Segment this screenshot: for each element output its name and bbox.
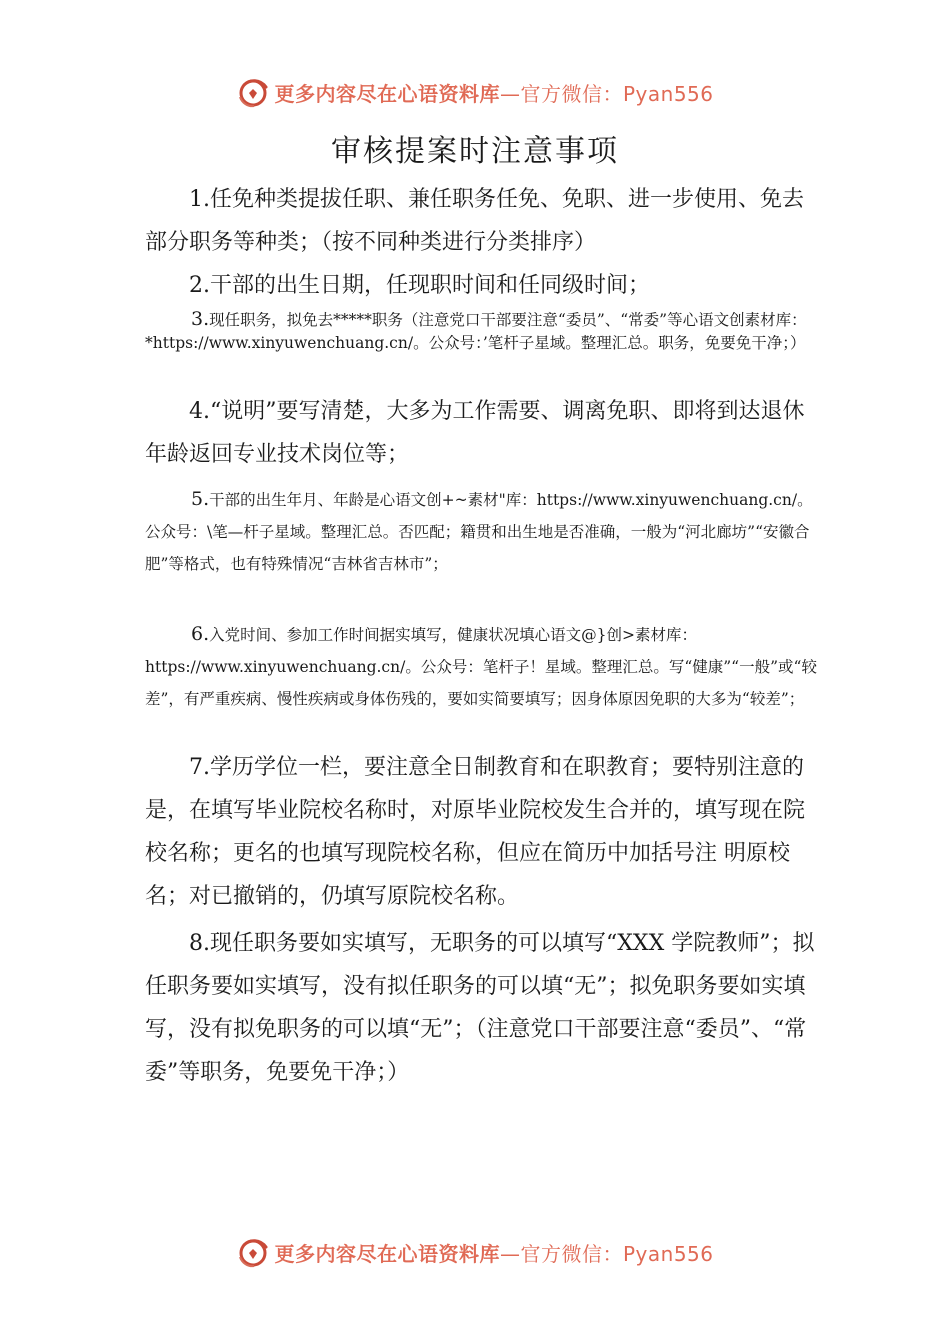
xinyu-logo-icon [236, 1235, 270, 1269]
item-number: 7. [189, 755, 210, 780]
item-number: 3. [191, 308, 210, 330]
banner-separator: — [499, 1241, 521, 1266]
item-number: 1. [189, 187, 210, 212]
item-5 [145, 483, 825, 580]
banner-text [274, 1238, 713, 1267]
item-text: 现任职务要如实填写，无职务的可以填写“XXX 学院教师”；拟任职务要如实填写，没有拟任职务的可以填“无”；拟免职务要如实填写，没有拟免职务的可以填“无”；（注意党口干部要注意“委员”、“常委”等职务，免要免干净；） [145, 931, 815, 1085]
item-number: 8. [189, 931, 210, 956]
footer-banner [0, 1232, 950, 1272]
item-1 [145, 178, 825, 264]
banner-text [274, 78, 713, 107]
banner-official-text: 官方微信： [520, 81, 623, 106]
banner-separator: — [499, 81, 521, 106]
item-number: 5. [191, 488, 210, 510]
banner-official-text: 官方微信： [520, 1241, 623, 1266]
item-7 [145, 746, 825, 918]
banner-main-text: 更多内容尽在心语资料库 [274, 81, 500, 106]
item-3 [145, 308, 825, 355]
item-2 [145, 264, 825, 307]
item-text: 入党时间、参加工作时间据实填写，健康状况填心语文@}创>素材库：https://www.xinyuwenchuang.cn/。公众号：笔杆子！星域。整理汇总。写“健康”“一般”或“较差”，有严重疾病、慢性疾病或身体伤残的，要如实简要填写；因身体原因免职的大多为“较差”； [145, 626, 817, 708]
item-text: “说明”要写清楚，大多为工作需要、调离免职、即将到达退休年龄返回专业技术岗位等； [145, 399, 805, 467]
xinyu-logo-icon [236, 75, 270, 109]
banner-wechat-id: Pyan556 [622, 1241, 714, 1266]
item-number: 6. [191, 623, 210, 645]
item-text: 现任职务，拟免去*****职务（注意党口干部要注意“委员”、“常委”等心语文创素材库：*https://www.xinyuwenchuang.cn/。公众号：’笔杆子星域。整理汇总。职务，免要免干净；） [145, 311, 807, 352]
document-title: 审核提案时注意事项 [331, 134, 619, 169]
item-number: 2. [189, 273, 210, 298]
item-text: 干部的出生日期，任现职时间和任同级时间； [210, 273, 651, 298]
header-banner [0, 72, 950, 112]
item-text: 学历学位一栏，要注意全日制教育和在职教育；要特别注意的是，在填写毕业院校名称时，对原毕业院校发生合并的，填写现在院校名称；更名的也填写现院校名称，但应在简历中加括号注 明原校名；对已撤销的，仍填写原院校名称。 [145, 755, 806, 909]
item-6 [145, 618, 825, 715]
banner-wechat-id: Pyan556 [622, 81, 714, 106]
item-number: 4. [189, 399, 210, 424]
item-text: 任免种类提拔任职、兼任职务任免、免职、进一步使用、免去部分职务等种类；（按不同种类进行分类排序） [145, 187, 805, 255]
item-4 [145, 390, 825, 476]
banner-main-text: 更多内容尽在心语资料库 [274, 1241, 500, 1266]
item-8 [145, 922, 825, 1094]
item-text: 干部的出生年月、年龄是心语文创+~素材"库：https://www.xinyuwenchuang.cn/。公众号：\笔—杆子星域。整理汇总。否匹配；籍贯和出生地是否准确，一般为“河北廊坊”“安徽合肥”等格式，也有特殊情况“吉林省吉林市”； [145, 491, 813, 573]
